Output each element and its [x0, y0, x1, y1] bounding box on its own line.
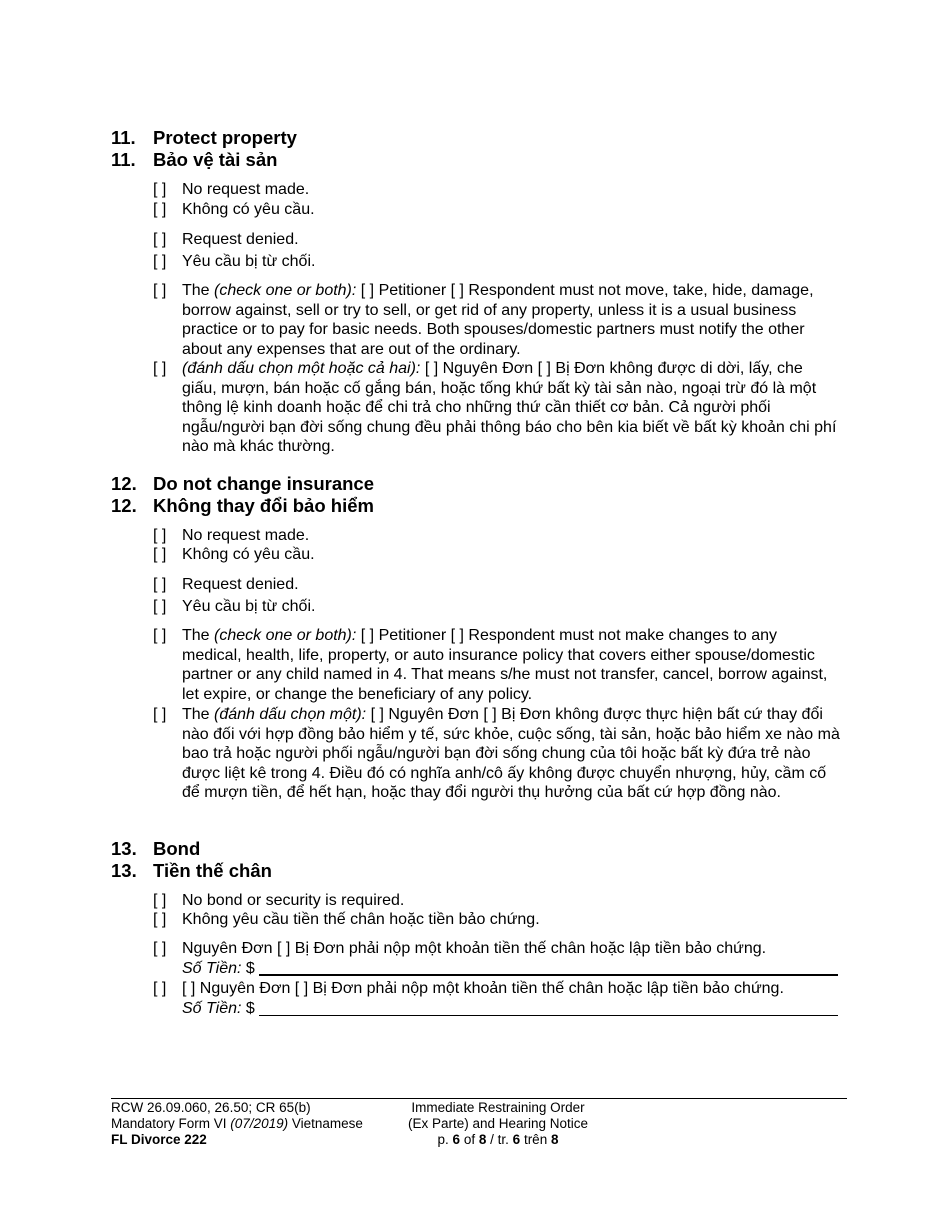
- footer-form-title: Immediate Restraining Order: [411, 1100, 585, 1115]
- footer-form-number: FL Divorce 222: [111, 1132, 207, 1147]
- footer-form-id: Mandatory Form VI (07/2019) Vietnamese: [111, 1116, 363, 1131]
- footer-divider: [111, 1098, 847, 1099]
- s13-bond-option-2[interactable]: [ ] [ ] Nguyên Đơn [ ] Bị Đơn phải nộp một khoản tiền thế chân hoặc lập tiền bảo chứng. Số Tiền: $: [153, 980, 784, 1017]
- checkbox[interactable]: [ ]: [153, 598, 167, 615]
- checkbox[interactable]: [ ]: [153, 892, 167, 909]
- footer-page-number: p. 6 of 8 / tr. 6 trên 8: [437, 1132, 559, 1147]
- s12-denied-vi[interactable]: [ ] Yêu cầu bị từ chối.: [153, 598, 316, 615]
- section-12-heading-en: 12. Do not change insurance: [111, 473, 375, 494]
- s12-restraint-en[interactable]: [ ] The (check one or both): [ ] Petitioner [ ] Respondent must not make changes to any medical, health, life, property, or auto insurance policy that covers either spouse/domestic partner or any child named in 4. That means s/he must not transfer, cancel, borrow against, let expire, or change the beneficiary of any policy.: [153, 627, 828, 703]
- section-13-heading-en: 13. Bond: [111, 838, 201, 859]
- checkbox[interactable]: [ ]: [360, 282, 375, 299]
- s13-no-bond-en[interactable]: [ ] No bond or security is required.: [153, 892, 405, 909]
- section-11-heading-en: 11. Protect property: [111, 127, 297, 148]
- section-11-heading-vi: 11. Bảo vệ tài sản: [111, 149, 278, 170]
- s12-no-request-en[interactable]: [ ] No request made.: [153, 527, 310, 544]
- checkbox[interactable]: [ ]: [360, 627, 375, 644]
- checkbox[interactable]: [ ]: [153, 527, 167, 544]
- footer-form-subtitle: (Ex Parte) and Hearing Notice: [407, 1116, 589, 1131]
- s12-no-request-vi[interactable]: [ ] Không có yêu cầu.: [153, 546, 315, 563]
- s11-no-request-vi[interactable]: [ ] Không có yêu cầu.: [153, 201, 315, 218]
- checkbox[interactable]: [ ]: [294, 980, 309, 997]
- checkbox[interactable]: [ ]: [424, 360, 439, 377]
- checkbox[interactable]: [ ]: [153, 546, 167, 563]
- s11-restraint-vi[interactable]: [ ] (đánh dấu chọn một hoặc cả hai): [ ] Nguyên Đơn [ ] Bị Đơn không được di dời, lấy, che giấu, mượn, bán hoặc cố gắng bán, hoặc tống khứ bất kỳ tài sản nào, ngoại trừ đó là một thông lệ kinh doanh hoặc để chi trả cho những thứ cần thiết cơ bản. Cả người phối ngẫu/người bạn đời sống chung đều phải thông báo cho bên kia biết về bất kỳ khoản chi phí nào mà khác thường.: [153, 360, 837, 456]
- s12-restraint-vi[interactable]: [ ] The (đánh dấu chọn một): [ ] Nguyên Đơn [ ] Bị Đơn không được thực hiện bất cứ thay đổi nào đối với hợp đồng bảo hiểm y tế, sức khỏe, cuộc sống, tài sản, hoặc bảo hiểm xe nào mà bao trả hoặc người phối ngẫu/người bạn đời sống chung của tôi hoặc bất kỳ đứa trẻ nào được liệt kê trong 4. Điều đó có nghĩa anh/cô ấy không được chuyển nhượng, hủy, cầm cố để mượn tiền, để hết hạn, hoặc thay đổi người thụ hưởng của bất cứ hợp đồng nào.: [153, 706, 840, 802]
- checkbox[interactable]: [ ]: [182, 980, 196, 997]
- s11-restraint-en[interactable]: [ ] The (check one or both): [ ] Petitioner [ ] Respondent must not move, take, hide, damage, borrow against, sell or try to sell, or get rid of any property, unless it is a usual business practice or to pay for basic needs. Both spouses/domestic partners must notify the other about any expenses that are out of the ordinary.: [153, 282, 814, 358]
- checkbox[interactable]: [ ]: [153, 911, 167, 928]
- amount-input-1[interactable]: [259, 974, 838, 976]
- checkbox[interactable]: [ ]: [153, 940, 167, 957]
- checkbox[interactable]: [ ]: [153, 980, 167, 997]
- s11-denied-en[interactable]: [ ] Request denied.: [153, 231, 299, 248]
- footer-center: [378, 1100, 618, 1148]
- s11-denied-vi[interactable]: [ ] Yêu cầu bị từ chối.: [153, 253, 316, 270]
- footer-statute: RCW 26.09.060, 26.50; CR 65(b): [111, 1100, 311, 1115]
- footer-left: [111, 1100, 363, 1148]
- checkbox[interactable]: [ ]: [153, 231, 167, 248]
- checkbox[interactable]: [ ]: [153, 627, 167, 644]
- amount-input-2[interactable]: [259, 1015, 838, 1016]
- checkbox[interactable]: [ ]: [153, 576, 167, 593]
- checkbox[interactable]: [ ]: [450, 282, 464, 299]
- section-12-heading-vi: 12. Không thay đổi bảo hiểm: [111, 495, 374, 516]
- s13-no-bond-vi[interactable]: [ ] Không yêu cầu tiền thế chân hoặc tiền bảo chứng.: [153, 911, 540, 928]
- s12-denied-en[interactable]: [ ] Request denied.: [153, 576, 299, 593]
- section-13-heading-vi: 13. Tiền thế chân: [111, 860, 272, 881]
- checkbox[interactable]: [ ]: [153, 360, 167, 377]
- checkbox[interactable]: [ ]: [450, 627, 464, 644]
- checkbox[interactable]: [ ]: [153, 253, 167, 270]
- checkbox[interactable]: [ ]: [370, 706, 384, 723]
- checkbox[interactable]: [ ]: [153, 282, 167, 299]
- checkbox[interactable]: [ ]: [537, 360, 551, 377]
- checkbox[interactable]: [ ]: [153, 201, 167, 218]
- s11-no-request-en[interactable]: [ ] No request made.: [153, 181, 310, 198]
- checkbox[interactable]: [ ]: [483, 706, 497, 723]
- checkbox[interactable]: [ ]: [153, 181, 167, 198]
- s13-bond-option-1[interactable]: [ ] Nguyên Đơn [ ] Bị Đơn phải nộp một khoản tiền thế chân hoặc lập tiền bảo chứng. Số Tiền: $: [153, 940, 767, 977]
- checkbox[interactable]: [ ]: [153, 706, 167, 723]
